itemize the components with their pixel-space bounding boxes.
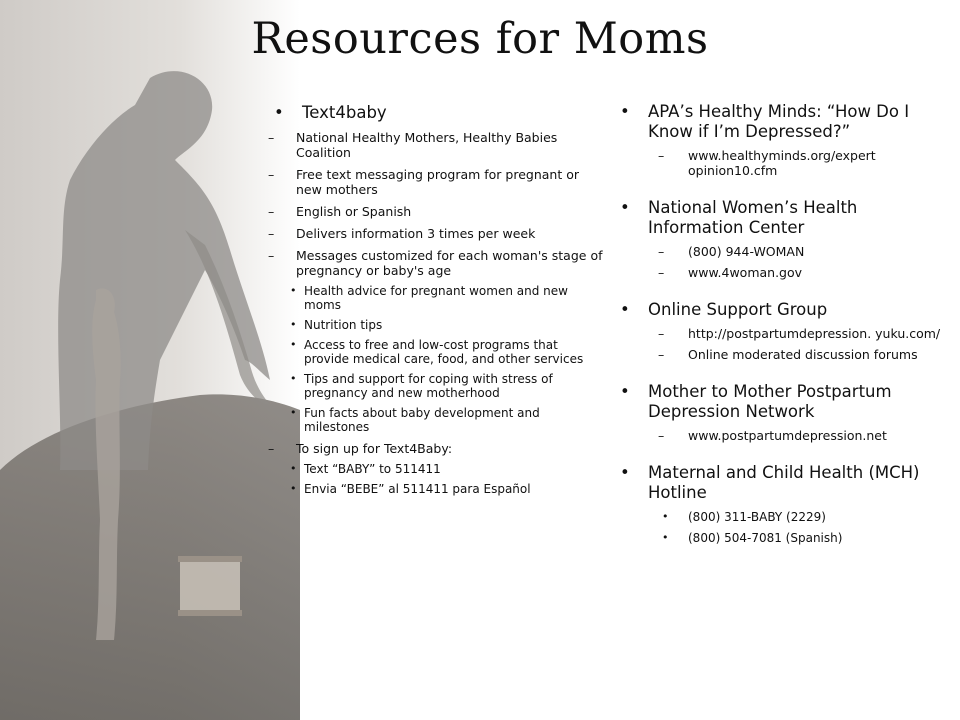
resource-link[interactable]: – www.4woman.gov	[612, 265, 958, 280]
text4baby-signup	[268, 441, 604, 456]
signup-heading: – To sign up for Text4Baby:	[268, 441, 604, 456]
list-item: – English or Spanish	[268, 204, 604, 219]
resource-link[interactable]: – http://postpartumdepression. yuku.com/	[612, 326, 958, 341]
text4baby-signup-options	[268, 462, 604, 496]
list-item: – Delivers information 3 times per week	[268, 226, 604, 241]
resource-section	[612, 463, 958, 545]
list-item: • Text “BABY” to 511411	[268, 462, 604, 476]
list-item: • Access to free and low-cost programs that provide medical care, food, and other services	[268, 338, 604, 366]
list-item: – Online moderated discussion forums	[612, 347, 958, 362]
text4baby-message-topics	[268, 284, 604, 434]
section-heading: • Online Support Group	[612, 300, 958, 320]
resource-section	[612, 102, 958, 178]
phone-number: – (800) 944-WOMAN	[612, 244, 958, 259]
resource-link[interactable]: – www.postpartumdepression.net	[612, 428, 958, 443]
list-item: • Health advice for pregnant women and new moms	[268, 284, 604, 312]
right-column	[612, 102, 958, 565]
phone-number: • (800) 504-7081 (Spanish)	[612, 531, 958, 545]
section-heading: • National Women’s Health Information Center	[612, 198, 958, 238]
text4baby-heading: • Text4baby	[268, 103, 604, 123]
phone-number: • (800) 311-BABY (2229)	[612, 510, 958, 524]
section-heading: • Maternal and Child Health (MCH) Hotline	[612, 463, 958, 503]
section-heading: • Mother to Mother Postpartum Depression Network	[612, 382, 958, 422]
list-item: • Fun facts about baby development and milestones	[268, 406, 604, 434]
list-item: • Tips and support for coping with stress of pregnancy and new motherhood	[268, 372, 604, 400]
left-column	[268, 103, 604, 496]
list-item: • Nutrition tips	[268, 318, 604, 332]
list-item: – Free text messaging program for pregnant or new mothers	[268, 167, 604, 197]
resource-section	[612, 382, 958, 443]
list-item: – Messages customized for each woman's stage of pregnancy or baby's age	[268, 248, 604, 278]
list-item: • Envia “BEBE” al 511411 para Español	[268, 482, 604, 496]
resource-link[interactable]: – www.healthyminds.org/expert opinion10.cfm	[612, 148, 958, 178]
slide-title: Resources for Moms	[251, 14, 709, 64]
mother-silhouette-illustration	[0, 0, 300, 720]
resource-section	[612, 300, 958, 362]
text4baby-details	[268, 130, 604, 278]
section-heading: • APA’s Healthy Minds: “How Do I Know if I’m Depressed?”	[612, 102, 958, 142]
text4baby-list	[268, 103, 604, 123]
resource-section	[612, 198, 958, 280]
list-item: – National Healthy Mothers, Healthy Babies Coalition	[268, 130, 604, 160]
